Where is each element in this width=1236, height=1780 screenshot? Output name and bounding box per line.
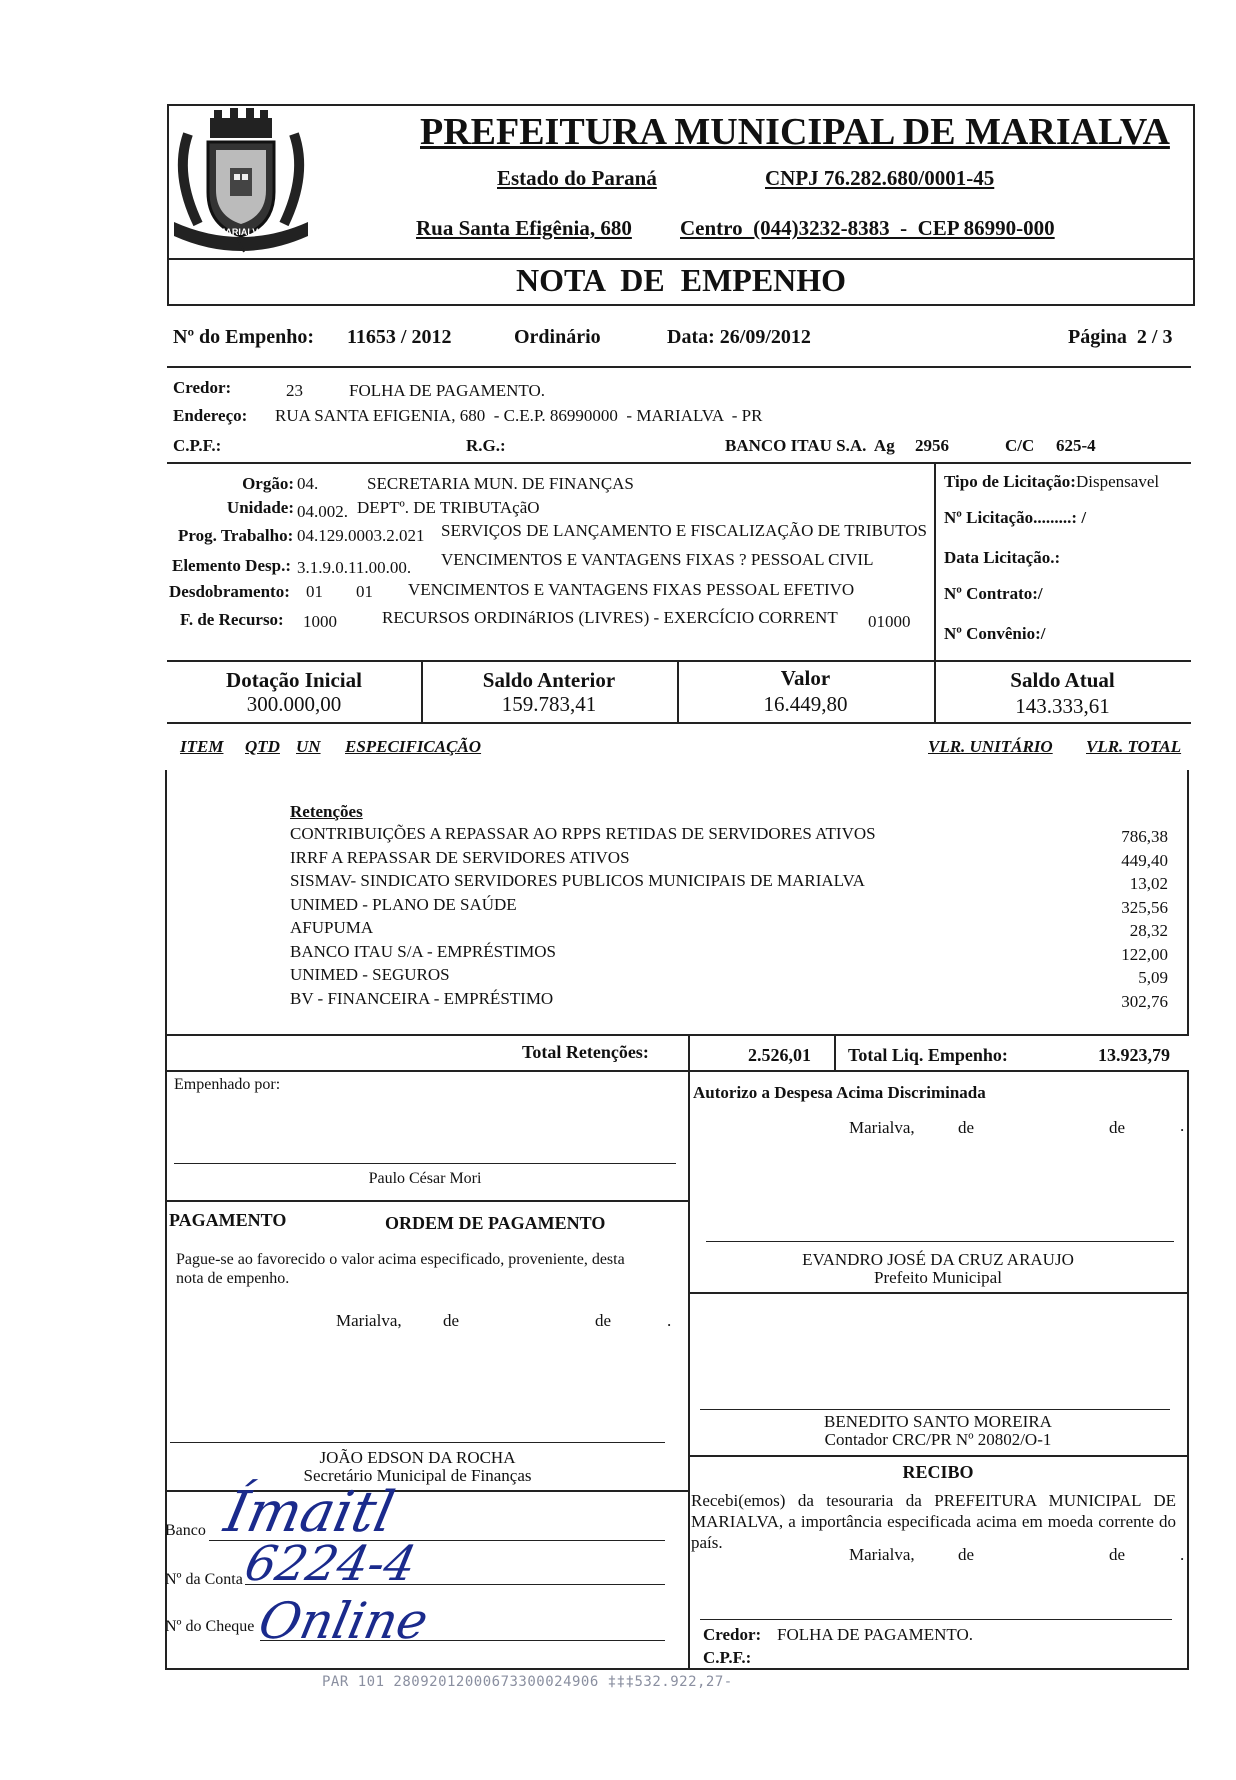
saldo-anterior-label: Saldo Anterior: [482, 668, 616, 692]
recibo-signature-line: [700, 1619, 1172, 1620]
municipal-crest-logo: [168, 104, 314, 256]
recurso-code2: 01000: [868, 612, 911, 631]
recurso-code: 1000: [303, 612, 337, 631]
elemento-label: Elemento Desp.:: [172, 556, 291, 575]
lower-center-divider: [688, 1070, 690, 1670]
tipo-licitacao-value: Dispensavel: [1076, 472, 1160, 491]
n-licitacao: Nº Licitação.........: /: [944, 508, 1087, 527]
pagamento-de2: de: [595, 1311, 612, 1330]
empenho-label: Nº do Empenho:: [173, 326, 315, 348]
recibo-cpf-label: C.P.F.:: [703, 1648, 752, 1667]
valor-label: Valor: [780, 666, 831, 690]
address-label: Rua Santa Efigênia, 680: [416, 216, 632, 240]
dotacao-divider: [167, 660, 1191, 662]
col-vlr-total: VLR. TOTAL: [1086, 737, 1182, 756]
cheque-handwritten: Online: [253, 1592, 434, 1650]
prefeito-nome: EVANDRO JOSÉ DA CRUZ ARAUJO: [802, 1250, 1074, 1269]
col-qtd: QTD: [245, 737, 280, 756]
pagamento-label: PAGAMENTO: [169, 1210, 287, 1230]
prog-code: 04.129.0003.2.021: [297, 526, 425, 545]
retencao-desc: UNIMED - PLANO DE SAÚDE: [290, 894, 517, 914]
credor-divider: [167, 462, 1191, 464]
recurso-label: F. de Recurso:: [180, 610, 284, 629]
credor-label: Credor:: [173, 378, 232, 397]
retencao-value: 302,76: [1121, 991, 1168, 1011]
retencao-value: 786,38: [1121, 827, 1168, 846]
recibo-texto: Recebi(emos) da tesouraria da PREFEITURA MUNICIPAL DE MARIALVA, a importância especificada acima em moeda corrente do país.: [691, 1491, 1176, 1552]
recibo-title: RECIBO: [902, 1462, 974, 1482]
unidade-code: 04.002.: [297, 502, 348, 521]
empenhado-por-label: Empenhado por:: [174, 1076, 281, 1093]
empenho-divider: [167, 366, 1191, 368]
total-liquido-value: 13.923,79: [1098, 1045, 1170, 1065]
retencao-desc: UNIMED - SEGUROS: [290, 965, 450, 984]
recibo-de2: de: [1109, 1545, 1126, 1564]
items-right-border: [1187, 770, 1189, 1034]
credor-code: 23: [286, 381, 303, 400]
banco-handwritten: Ímaitl: [219, 1480, 400, 1545]
saldo-atual-label: Saldo Atual: [1010, 668, 1115, 692]
bank-agency: 2956: [915, 436, 949, 455]
n-convenio: Nº Convênio:/: [944, 624, 1046, 643]
recibo-de1: de: [958, 1545, 975, 1564]
bank-name: BANCO ITAU S.A. Ag: [725, 436, 895, 455]
prog-name: SERVIÇOS DE LANÇAMENTO E FISCALIZAÇÃO DE TRIBUTOS: [441, 521, 928, 540]
endereco-label: Endereço:: [173, 406, 248, 425]
credor-name: FOLHA DE PAGAMENTO.: [349, 381, 545, 400]
mechanical-stamp: PAR 101 28092012000673300024906 ‡‡‡532.922,27-: [322, 1674, 733, 1690]
prefeito-bottom-line: [688, 1292, 1188, 1294]
retencao-desc: CONTRIBUIÇÕES A REPASSAR AO RPPS RETIDAS DE SERVIDORES ATIVOS: [290, 824, 876, 843]
desdobramento-label: Desdobramento:: [169, 582, 290, 601]
recurso-name: RECURSOS ORDINáRIOS (LIVRES) - EXERCÍCIO CORRENT: [382, 608, 838, 627]
unidade-label: Unidade:: [226, 498, 294, 517]
conta-label: Nº da Conta: [165, 1571, 243, 1588]
retencao-desc: IRRF A REPASSAR DE SERVIDORES ATIVOS: [290, 847, 630, 867]
saldo-atual-value: 143.333,61: [1015, 694, 1110, 718]
contador-nome: BENEDITO SANTO MOREIRA: [824, 1412, 1052, 1431]
retencao-desc: AFUPUMA: [290, 918, 374, 937]
pagamento-top-line: [165, 1200, 688, 1202]
data-licitacao: Data Licitação.:: [944, 548, 1061, 567]
col-vlr-unitario: VLR. UNITÁRIO: [928, 737, 1053, 756]
empenho-number: 11653 / 2012: [347, 326, 452, 348]
total-retencoes-value: 2.526,01: [748, 1045, 811, 1065]
orgao-label: Orgão:: [242, 474, 294, 493]
retencao-value: 5,09: [1138, 968, 1168, 987]
prefeito-cargo: Prefeito Municipal: [874, 1268, 1002, 1287]
retencao-value: 325,56: [1121, 897, 1168, 917]
empenhado-nome: Paulo César Mori: [368, 1170, 482, 1187]
recibo-top-line: [688, 1455, 1188, 1457]
saldo-anterior-value: 159.783,41: [501, 692, 597, 716]
total-retencoes-label: Total Retenções:: [522, 1042, 649, 1062]
cc-label: C/C: [1005, 436, 1035, 455]
recibo-dot: .: [1180, 1545, 1185, 1564]
rg-label: R.G.:: [466, 436, 506, 455]
tipo-licitacao-label: Tipo de Licitação:: [944, 472, 1076, 491]
elemento-code: 3.1.9.0.11.00.00.: [297, 558, 412, 577]
header-divider: [167, 258, 1195, 260]
n-contrato: Nº Contrato:/: [944, 584, 1043, 603]
col-item: ITEM: [180, 737, 224, 756]
pagamento-city: Marialva,: [336, 1311, 402, 1330]
contact-label: Centro (044)3232-8383 - CEP 86990-000: [680, 216, 1055, 240]
lower-right-border: [1187, 1070, 1189, 1670]
crest-banner-text: MARIALVA: [217, 227, 265, 237]
empenho-date: Data: 26/09/2012: [667, 326, 811, 348]
autorizo-de1: de: [958, 1118, 975, 1137]
col-especificacao: ESPECIFICAÇÃO: [345, 737, 482, 756]
orgao-code: 04.: [297, 474, 319, 493]
totais-bottom-line: [165, 1070, 1189, 1072]
pagamento-texto: Pague-se ao favorecido o valor acima especificado, proveniente, desta nota de empenho.: [176, 1251, 625, 1287]
retencao-desc: BANCO ITAU S/A - EMPRÉSTIMOS: [290, 941, 556, 961]
secretario-cargo: Secretário Municipal de Finanças: [303, 1466, 532, 1485]
retencao-value: 122,00: [1121, 944, 1168, 964]
pagamento-dot: .: [667, 1311, 672, 1330]
document-title: NOTA DE EMPENHO: [515, 262, 847, 298]
recibo-city: Marialva,: [849, 1545, 915, 1564]
autorizo-de2: de: [1109, 1118, 1126, 1137]
recibo-credor-label: Credor:: [703, 1625, 762, 1644]
empenhado-signature-line: [174, 1163, 676, 1164]
retencao-value: 449,40: [1121, 850, 1168, 870]
autorizo-dot: .: [1180, 1116, 1185, 1135]
retencao-value: 13,02: [1129, 874, 1168, 893]
pagamento-de1: de: [443, 1311, 460, 1330]
unidade-name: DEPTº. DE TRIBUTAçãO: [357, 498, 540, 517]
state-label: Estado do Paraná: [497, 166, 657, 190]
autorizo-label: Autorizo a Despesa Acima Discriminada: [693, 1083, 986, 1102]
cnpj-label: CNPJ 76.282.680/0001-45: [765, 166, 995, 190]
total-liquido-label: Total Liq. Empenho:: [848, 1045, 1008, 1065]
valor-value: 16.449,80: [763, 692, 848, 716]
desdobramento-b: 01: [356, 582, 373, 601]
lower-bottom-line: [165, 1668, 1189, 1670]
retencoes-title: Retenções: [290, 802, 363, 821]
desdobramento-name: VENCIMENTOS E VANTAGENS FIXAS PESSOAL EFETIVO: [408, 580, 855, 599]
contador-cargo: Contador CRC/PR Nº 20802/O-1: [824, 1430, 1052, 1449]
valores-divider: [167, 722, 1191, 724]
contador-signature-line: [700, 1409, 1170, 1410]
col-un: UN: [296, 737, 321, 756]
autorizo-city: Marialva,: [849, 1118, 915, 1137]
totais-top-line: [165, 1034, 1189, 1036]
dotacao-inicial-label: Dotação Inicial: [226, 668, 362, 692]
totais-sep1: [688, 1034, 690, 1070]
cheque-label: Nº do Cheque: [165, 1618, 255, 1635]
totais-sep2: [834, 1034, 836, 1070]
banco-label: Banco: [165, 1522, 206, 1539]
dotacao-inicial-value: 300.000,00: [246, 692, 342, 716]
secretario-signature-line: [170, 1442, 665, 1443]
orgao-name: SECRETARIA MUN. DE FINANÇAS: [367, 474, 634, 493]
conta-handwritten: 6224-4: [240, 1536, 421, 1592]
cpf-label: C.P.F.:: [173, 436, 222, 455]
recibo-credor-name: FOLHA DE PAGAMENTO.: [777, 1625, 973, 1644]
ordem-pagamento-label: ORDEM DE PAGAMENTO: [385, 1213, 606, 1233]
municipality-title: PREFEITURA MUNICIPAL DE MARIALVA: [420, 111, 1170, 153]
empenho-type: Ordinário: [514, 326, 601, 348]
desdobramento-a: 01: [306, 582, 323, 601]
prefeito-signature-line: [706, 1241, 1174, 1242]
retencao-desc: BV - FINANCEIRA - EMPRÉSTIMO: [290, 988, 554, 1008]
secretario-nome: JOÃO EDSON DA ROCHA: [319, 1448, 516, 1467]
page-number: Página 2 / 3: [1068, 326, 1173, 348]
retencao-value: 28,32: [1129, 921, 1168, 940]
prog-label: Prog. Trabalho:: [178, 526, 294, 545]
elemento-name: VENCIMENTOS E VANTAGENS FIXAS ? PESSOAL CIVIL: [441, 550, 874, 569]
endereco-value: RUA SANTA EFIGENIA, 680 - C.E.P. 86990000 - MARIALVA - PR: [275, 406, 763, 425]
retencao-desc: SISMAV- SINDICATO SERVIDORES PUBLICOS MUNICIPAIS DE MARIALVA: [290, 871, 865, 890]
cc-value: 625-4: [1056, 436, 1096, 455]
